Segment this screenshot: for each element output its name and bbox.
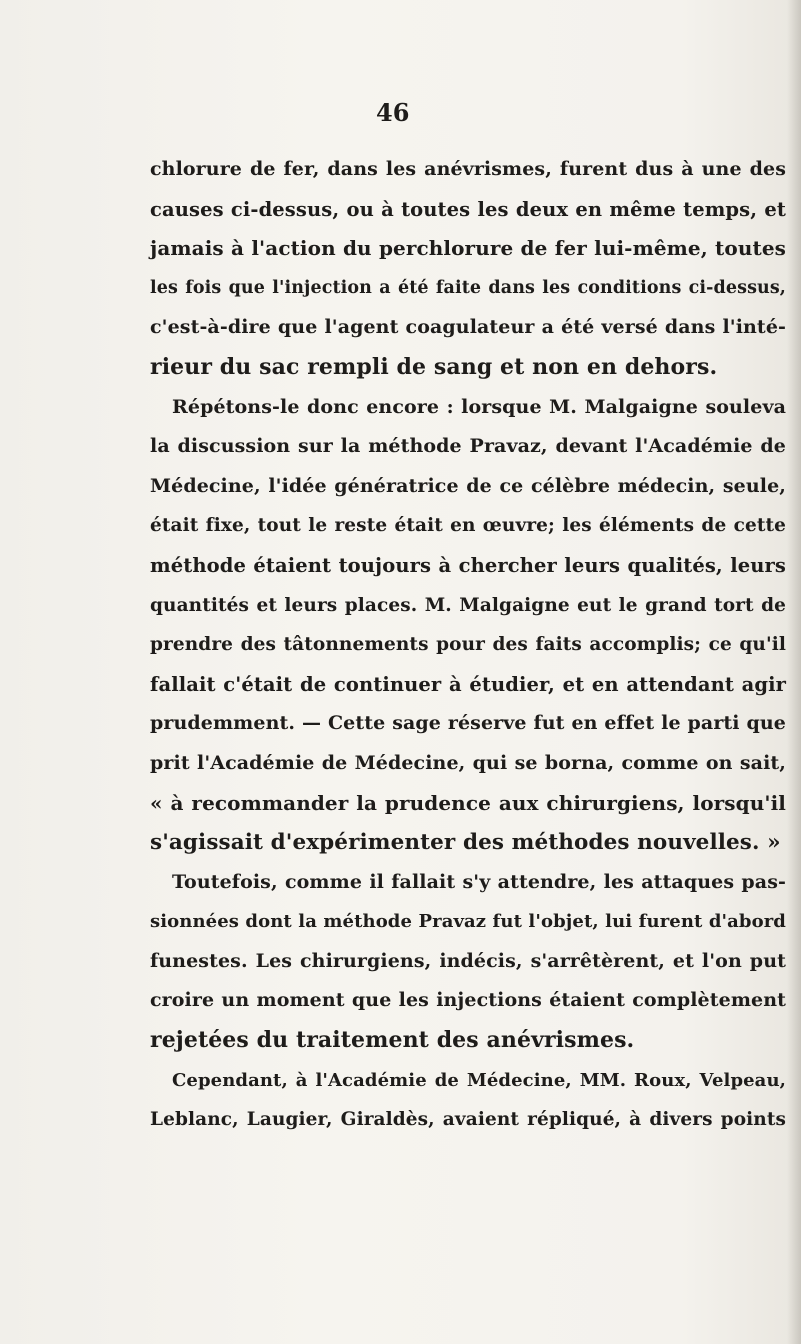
text-line: prendre des tâtonnements pour des faits accomplis; ce qu'il: [150, 634, 786, 656]
text-line: jamais à l'action du perchlorure de fer lui-même, toutes: [150, 236, 786, 261]
text-line: rieur du sac rempli de sang et non en dehors.: [150, 353, 718, 380]
text-line: funestes. Les chirurgiens, indécis, s'arrêtèrent, et l'on put: [150, 949, 786, 972]
text-line: chlorure de fer, dans les anévrismes, furent dus à une des: [150, 158, 786, 180]
text-line: méthode étaient toujours à chercher leurs qualités, leurs: [150, 553, 786, 577]
text-line: causes ci-dessus, ou à toutes les deux en même temps, et: [150, 197, 786, 221]
page-number: 46: [376, 98, 410, 127]
text-line: Leblanc, Laugier, Giraldès, avaient répliqué, à divers points: [150, 1109, 786, 1131]
text-line: les fois que l'injection a été faite dans les conditions ci-dessus,: [150, 277, 786, 298]
text-line: sionnées dont la méthode Pravaz fut l'objet, lui furent d'abord: [150, 911, 786, 933]
text-line: Cependant, à l'Académie de Médecine, MM. Roux, Velpeau,: [172, 1069, 786, 1091]
page-edge-shadow: [787, 0, 801, 1344]
body-text: [150, 150, 786, 1140]
text-line: croire un moment que les injections étaient complètement: [150, 989, 786, 1012]
text-line: était fixe, tout le reste était en œuvre; les éléments de cette: [150, 515, 786, 537]
text-line: Répétons-le donc encore : lorsque M. Malgaigne souleva: [172, 395, 786, 418]
text-line: prit l'Académie de Médecine, qui se borna, comme on sait,: [150, 751, 786, 774]
text-line: la discussion sur la méthode Pravaz, devant l'Académie de: [150, 435, 786, 458]
text-line: « à recommander la prudence aux chirurgiens, lorsqu'il: [150, 790, 786, 815]
text-line: fallait c'était de continuer à étudier, et en attendant agir: [150, 672, 786, 696]
text-line: quantités et leurs places. M. Malgaigne eut le grand tort de: [150, 594, 786, 616]
text-line: rejetées du traitement des anévrismes.: [150, 1027, 635, 1054]
text-line: s'agissait d'expérimenter des méthodes nouvelles. »: [150, 830, 781, 856]
text-line: Médecine, l'idée génératrice de ce célèbre médecin, seule,: [150, 474, 786, 497]
text-line: Toutefois, comme il fallait s'y attendre, les attaques pas-: [172, 870, 786, 893]
text-line: c'est-à-dire que l'agent coagulateur a été versé dans l'inté-: [150, 316, 786, 339]
text-line: prudemment. — Cette sage réserve fut en effet le parti que: [150, 712, 786, 735]
